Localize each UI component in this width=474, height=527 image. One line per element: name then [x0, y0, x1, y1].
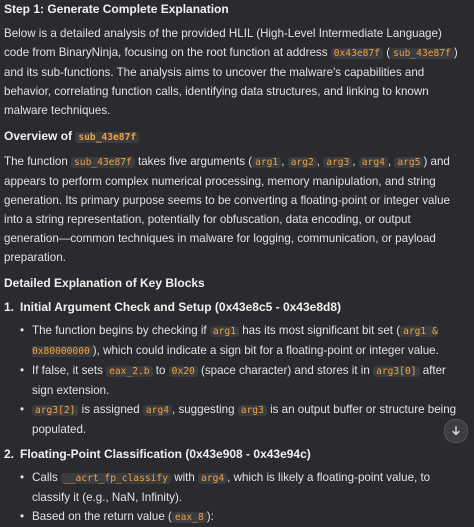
text: takes five arguments (: [134, 155, 253, 168]
inline-code: arg5: [394, 157, 423, 168]
list-item: [4, 507, 466, 527]
inline-code: arg1: [252, 157, 281, 168]
text: is an output buffer or structure being populated.: [32, 403, 457, 436]
list-item: [4, 361, 466, 400]
text: ) and its sub-functions. The analysis aims to uncover the malware's capabilities and behavior, correlating function calls, identifying data structures, and linking to known malware techniques.: [4, 46, 458, 117]
list-item: [4, 468, 466, 507]
text: (space character) and stores it in: [197, 364, 374, 377]
text: with: [170, 471, 199, 484]
section-1-title: [4, 298, 466, 317]
heading-text: Overview of: [4, 129, 76, 143]
overview-heading: [4, 127, 466, 147]
inline-code: arg3[0]: [373, 366, 419, 377]
intro-paragraph: [4, 24, 466, 120]
text: The function: [4, 155, 72, 168]
step-title: Step 1: Generate Complete Explanation: [4, 2, 229, 16]
inline-code: 0x20: [169, 366, 198, 377]
text: Calls: [32, 471, 61, 484]
text: ,: [387, 155, 395, 168]
text: ,: [281, 155, 288, 168]
inline-code: arg4: [198, 473, 227, 484]
inline-code: sub_43e87f: [71, 157, 135, 168]
inline-code: arg4: [359, 157, 388, 168]
text: ), which could indicate a sign bit for a floating-point or integer value.: [92, 344, 439, 357]
text: ,: [352, 155, 359, 168]
text: to: [152, 364, 169, 377]
inline-code: 0x43e87f: [331, 48, 383, 59]
text: ,: [316, 155, 324, 168]
text: , suggesting: [172, 403, 238, 416]
inline-code: arg3[2]: [32, 405, 78, 416]
inline-code: eax_2.b: [106, 366, 152, 377]
list-item: [4, 400, 466, 439]
sections-list: [4, 298, 466, 317]
text: ):: [206, 510, 214, 523]
section-title: Initial Argument Check and Setup (0x43e8c5 - 0x43e8d8): [20, 300, 342, 314]
text: The function begins by checking if: [32, 324, 210, 337]
inline-code: __acrt_fp_classify: [61, 473, 171, 484]
section-number: 1.: [4, 300, 15, 314]
text: Based on the return value (: [32, 510, 172, 523]
inline-code: sub_43e87f: [75, 132, 139, 143]
inline-code: arg3: [323, 157, 352, 168]
arrow-down-icon: [451, 426, 461, 436]
section-1-bullets: [4, 321, 466, 439]
section-number: 2.: [4, 447, 15, 461]
text: Below is a detailed analysis of the provided HLIL (High-Level Intermediate Language) code from BinaryNinja, focusing on the root function at address: [4, 27, 442, 59]
inline-code: arg2: [288, 157, 317, 168]
detailed-heading: Detailed Explanation of Key Blocks: [4, 276, 205, 290]
inline-code: arg1: [210, 326, 239, 337]
text: after sign extension.: [32, 364, 446, 397]
inline-code: arg4: [143, 405, 172, 416]
text: , which is likely a floating-point value, to classify it (e.g., NaN, Infinity).: [32, 471, 431, 504]
inline-code: arg1 & 0x80000000: [32, 326, 438, 357]
section-2-bullets: [4, 468, 466, 527]
overview-paragraph: [4, 152, 466, 267]
text: is assigned: [78, 403, 143, 416]
inline-code: arg3: [238, 405, 267, 416]
text: (: [382, 46, 391, 59]
list-item: [4, 321, 466, 361]
inline-code: sub_43e87f: [390, 48, 454, 59]
section-title: Floating-Point Classification (0x43e908 - 0x43e94c): [20, 447, 311, 461]
scroll-down-button[interactable]: [444, 419, 468, 443]
text: has its most significant bit set (: [238, 324, 401, 337]
inline-code: eax_8: [172, 512, 207, 523]
text: If false, it sets: [32, 364, 107, 377]
text: ) and appears to perform complex numerical processing, memory manipulation, and string generation. Its primary purpose seems to be converting a floating-point or integer value into a string representation, potentially for obfuscation, data encoding, or output generation—common techniques in malware for logging, communication, or payload preparation.: [4, 155, 450, 264]
